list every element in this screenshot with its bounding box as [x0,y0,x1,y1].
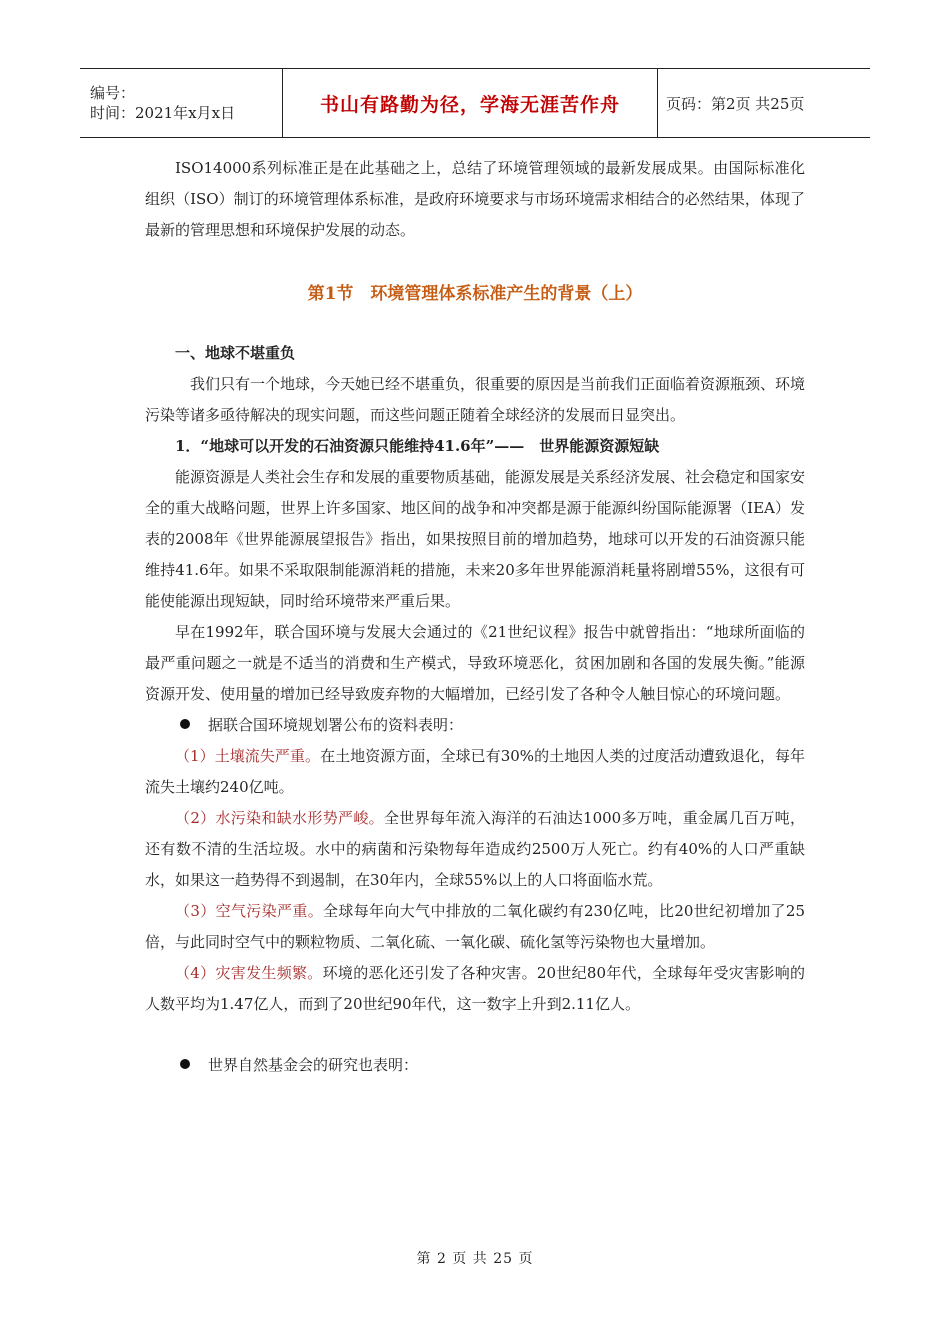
item-disaster [145,958,805,1020]
item-soil [145,741,805,803]
header-motto: 书山有路勤为径，学海无涯苦作舟 [282,69,658,137]
item-label: （4）灾害发生频繁。 [175,964,323,982]
main-content [145,338,805,1081]
date-label: 时间：2021年x月x日 [90,104,236,122]
item-air [145,896,805,958]
paragraph-energy: 能源资源是人类社会生存和发展的重要物质基础，能源发展是关系经济发展、社会稳定和国家安全的重大战略问题，世界上许多国家、地区间的战争和冲突都是源于能源纠纷国际能源署（IEA）发表的2008年《世界能源展望报告》指出，如果按照目前的增加趋势，地球可以开发的石油资源只能维持41.6年。如果不采取限制能源消耗的措施，未来20多年世界能源消耗量将剧增55%，这很有可能使能源出现短缺，同时给环境带来严重后果。 [145,468,806,610]
item-label: （2）水污染和缺水形势严峻。 [175,809,384,827]
header-page-info: 页码：第2页 共25页 [666,94,805,113]
item-label: （1）土壤流失严重。 [175,747,321,765]
intro-paragraph: ISO14000系列标准正是在此基础之上，总结了环境管理领域的最新发展成果。由国际标准化组织（ISO）制订的环境管理体系标准，是政府环境要求与市场环境需求相结合的必然结果，体现了最新的管理思想和环境保护发展的动态。 [145,159,805,239]
bullet-unep-text: 据联合国环境规划署公布的资料表明： [208,716,464,734]
item-text: 在土地资源方面，全球已有30%的土地因人类的过度活动遭致退化，每年流失土壤约240亿吨。 [145,747,806,796]
code-label: 编号： [90,84,136,102]
item-label: （3）空气污染严重。 [175,902,324,920]
page-header [80,68,870,138]
bullet-dot [180,719,190,729]
item-text: 全球每年向大气中排放的二氧化碳约有230亿吨，比20世纪初增加了25倍，与此同时空气中的颗粒物质、二氧化硫、一氧化碳、硫化氢等污染物也大量增加。 [145,902,805,951]
bullet-wwf [145,1050,805,1081]
item-text: 环境的恶化还引发了各种灾害。20世纪80年代，全球每年受灾害影响的人数平均为1.47亿人，而到了20世纪90年代，这一数字上升到2.11亿人。 [145,964,806,1013]
bullet-wwf-text: 世界自然基金会的研究也表明： [208,1056,419,1074]
heading-earth-burden: 一、地球不堪重负 [175,344,296,362]
paragraph-agenda21: 早在1992年，联合国环境与发展大会通过的《21世纪议程》报告中就曾指出：“地球所面临的最严重问题之一就是不适当的消费和生产模式，导致环境恶化，贫困加剧和各国的发展失衡。”能源资源开发、使用量的增加已经导致废弃物的大幅增加，已经引发了各种令人触目惊心的环境问题。 [145,623,805,703]
header-left-cell [80,69,282,137]
bullet-dot [180,1059,190,1069]
paragraph-earth: 我们只有一个地球，今天她已经不堪重负，很重要的原因是当前我们正面临着资源瓶颈、环境污染等诸多亟待解决的现实问题，而这些问题正随着全球经济的发展而日显突出。 [145,375,806,424]
section-title: 第1节 环境管理体系标准产生的背景（上） [307,284,643,304]
page-footer: 第 2 页 共 25 页 [416,1251,534,1267]
item-water [145,803,805,896]
bullet-unep [145,710,805,741]
item-text: 全世界每年流入海洋的石油达1000多万吨，重金属几百万吨，还有数不清的生活垃圾。水中的病菌和污染物每年造成约2500万人死亡。约有40%的人口严重缺水，如果这一趋势得不到遏制，在30年内，全球55%以上的人口将面临水荒。 [145,809,805,889]
heading-energy-shortage: 1．“地球可以开发的石油资源只能维持41.6年”—— 世界能源资源短缺 [175,437,660,455]
